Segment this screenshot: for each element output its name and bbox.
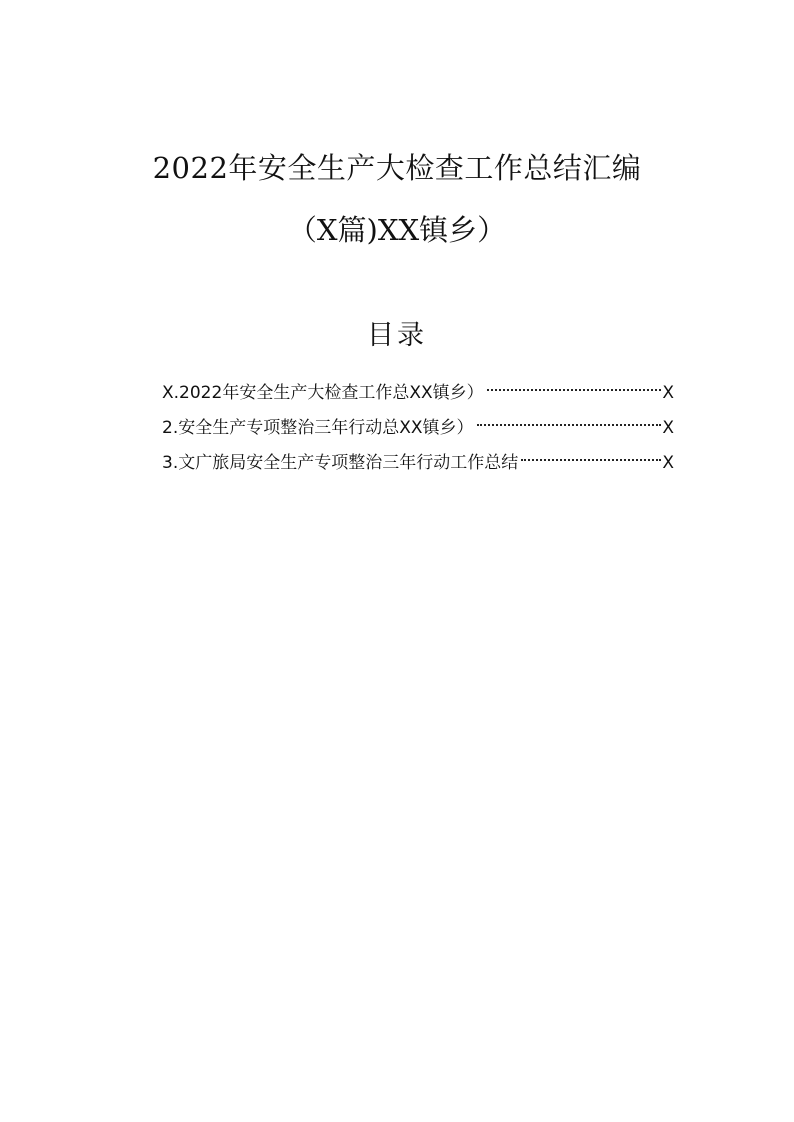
toc-leader-dots bbox=[487, 372, 662, 398]
toc-entry-text: 2.安全生产专项整治三年行动总XX镇乡） bbox=[162, 418, 474, 438]
toc-leader-dots bbox=[477, 407, 662, 433]
document-title: 2022年安全生产大检查工作总结汇编 bbox=[152, 151, 642, 185]
toc-page-number: X bbox=[662, 453, 674, 473]
toc-entry-text: X.2022年安全生产大检查工作总XX镇乡） bbox=[162, 383, 484, 403]
toc-page-number: X bbox=[662, 418, 674, 438]
toc-entry-2[interactable] bbox=[162, 407, 674, 438]
table-of-contents bbox=[162, 372, 674, 477]
toc-leader-dots bbox=[521, 442, 661, 468]
toc-entry-1[interactable] bbox=[162, 372, 674, 403]
toc-heading: 目录 bbox=[367, 320, 427, 351]
toc-page-number: X bbox=[662, 383, 674, 403]
toc-entry-text: 3.文广旅局安全生产专项整治三年行动工作总结 bbox=[162, 453, 519, 473]
document-subtitle: （X篇)XX镇乡） bbox=[287, 213, 507, 247]
toc-entry-3[interactable] bbox=[162, 442, 674, 473]
